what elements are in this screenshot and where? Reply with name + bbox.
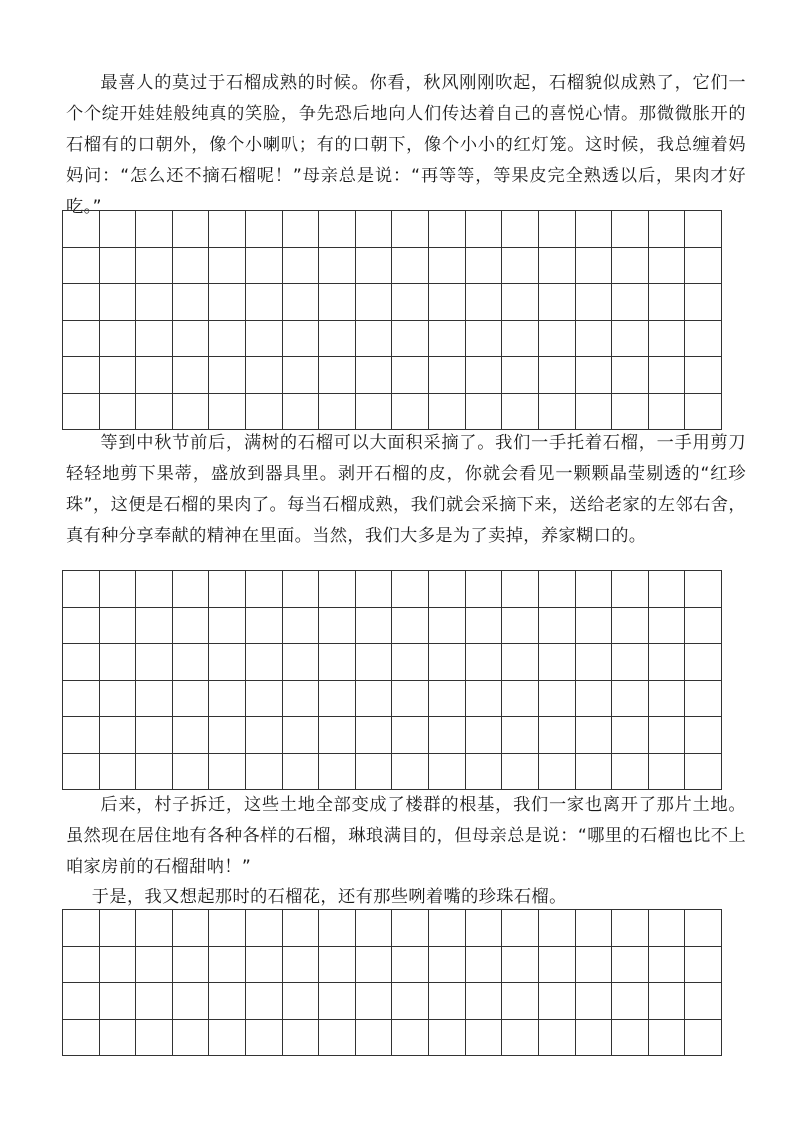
grid-cell[interactable]: [502, 681, 539, 718]
writing-grid-2[interactable]: [62, 570, 722, 790]
grid-cell[interactable]: [685, 754, 722, 791]
grid-cell[interactable]: [356, 681, 393, 718]
writing-grid-1[interactable]: [62, 210, 722, 430]
grid-cell[interactable]: [136, 983, 173, 1020]
grid-cell[interactable]: [63, 571, 100, 608]
grid-cell[interactable]: [392, 571, 429, 608]
grid-cell[interactable]: [685, 681, 722, 718]
grid-cell[interactable]: [319, 717, 356, 754]
grid-cell[interactable]: [63, 248, 100, 285]
grid-cell[interactable]: [283, 248, 320, 285]
grid-cell[interactable]: [539, 284, 576, 321]
grid-cell[interactable]: [612, 394, 649, 431]
grid-cell[interactable]: [429, 644, 466, 681]
grid-cell[interactable]: [539, 681, 576, 718]
grid-cell[interactable]: [356, 717, 393, 754]
grid-cell[interactable]: [246, 321, 283, 358]
grid-cell[interactable]: [612, 910, 649, 947]
grid-cell[interactable]: [209, 681, 246, 718]
paragraph-2: 等到中秋节前后，满树的石榴可以大面积采摘了。我们一手托着石榴，一手用剪刀轻轻地剪下果蒂，盛放到器具里。剥开石榴的皮，你就会看见一颗颗晶莹剔透的“红珍珠”，这便是石榴的果肉了。每当石榴成熟，我们就会采摘下来，送给老家的左邻右舍，真有种分享奉献的精神在里面。当然，我们大多是为了卖掉，养家糊口的。: [66, 433, 746, 546]
grid-cell[interactable]: [136, 681, 173, 718]
grid-cell[interactable]: [576, 754, 613, 791]
grid-cell[interactable]: [576, 910, 613, 947]
grid-cell[interactable]: [63, 211, 100, 248]
grid-cell[interactable]: [173, 357, 210, 394]
grid-cell[interactable]: [319, 947, 356, 984]
grid-cell[interactable]: [136, 571, 173, 608]
grid-cell[interactable]: [576, 983, 613, 1020]
grid-cell[interactable]: [136, 947, 173, 984]
grid-cell[interactable]: [246, 947, 283, 984]
grid-cell[interactable]: [246, 754, 283, 791]
grid-cell[interactable]: [173, 1020, 210, 1057]
grid-cell[interactable]: [392, 754, 429, 791]
grid-cell[interactable]: [100, 947, 137, 984]
grid-cell[interactable]: [612, 608, 649, 645]
grid-cell[interactable]: [466, 983, 503, 1020]
grid-cell[interactable]: [173, 284, 210, 321]
grid-cell[interactable]: [502, 248, 539, 285]
grid-cell[interactable]: [246, 717, 283, 754]
grid-cell[interactable]: [392, 644, 429, 681]
grid-cell[interactable]: [612, 248, 649, 285]
grid-cell[interactable]: [356, 1020, 393, 1057]
grid-cell[interactable]: [502, 754, 539, 791]
grid-cell[interactable]: [685, 947, 722, 984]
grid-cell[interactable]: [283, 321, 320, 358]
grid-cell[interactable]: [685, 211, 722, 248]
grid-cell[interactable]: [356, 754, 393, 791]
grid-cell[interactable]: [100, 211, 137, 248]
grid-cell[interactable]: [100, 644, 137, 681]
grid-cell[interactable]: [209, 357, 246, 394]
grid-cell[interactable]: [356, 947, 393, 984]
grid-cell[interactable]: [246, 644, 283, 681]
grid-cell[interactable]: [100, 394, 137, 431]
grid-cell[interactable]: [209, 947, 246, 984]
grid-cell[interactable]: [283, 571, 320, 608]
grid-cell[interactable]: [466, 284, 503, 321]
grid-cell[interactable]: [209, 248, 246, 285]
grid-cell[interactable]: [429, 910, 466, 947]
grid-cell[interactable]: [649, 947, 686, 984]
grid-cell[interactable]: [576, 321, 613, 358]
grid-cell[interactable]: [63, 717, 100, 754]
grid-cell[interactable]: [649, 754, 686, 791]
grid-cell[interactable]: [356, 983, 393, 1020]
grid-cell[interactable]: [173, 644, 210, 681]
grid-cell[interactable]: [429, 211, 466, 248]
grid-cell[interactable]: [319, 394, 356, 431]
grid-cell[interactable]: [649, 1020, 686, 1057]
grid-cell[interactable]: [100, 284, 137, 321]
grid-cell[interactable]: [612, 644, 649, 681]
grid-cell[interactable]: [576, 608, 613, 645]
grid-cell[interactable]: [209, 983, 246, 1020]
grid-cell[interactable]: [466, 608, 503, 645]
grid-cell[interactable]: [209, 910, 246, 947]
grid-cell[interactable]: [392, 321, 429, 358]
grid-cell[interactable]: [685, 321, 722, 358]
grid-cell[interactable]: [63, 357, 100, 394]
grid-cell[interactable]: [100, 910, 137, 947]
grid-cell[interactable]: [466, 571, 503, 608]
grid-cell[interactable]: [392, 608, 429, 645]
grid-cell[interactable]: [429, 1020, 466, 1057]
grid-cell[interactable]: [466, 681, 503, 718]
grid-cell[interactable]: [246, 357, 283, 394]
grid-cell[interactable]: [283, 983, 320, 1020]
grid-cell[interactable]: [466, 357, 503, 394]
grid-cell[interactable]: [502, 394, 539, 431]
grid-cell[interactable]: [612, 211, 649, 248]
grid-cell[interactable]: [173, 983, 210, 1020]
grid-cell[interactable]: [173, 571, 210, 608]
grid-cell[interactable]: [539, 947, 576, 984]
grid-cell[interactable]: [429, 717, 466, 754]
grid-cell[interactable]: [63, 1020, 100, 1057]
grid-cell[interactable]: [100, 681, 137, 718]
grid-cell[interactable]: [576, 717, 613, 754]
grid-cell[interactable]: [246, 571, 283, 608]
grid-cell[interactable]: [649, 394, 686, 431]
grid-cell[interactable]: [429, 608, 466, 645]
grid-cell[interactable]: [685, 1020, 722, 1057]
grid-cell[interactable]: [392, 248, 429, 285]
grid-cell[interactable]: [539, 211, 576, 248]
grid-cell[interactable]: [429, 394, 466, 431]
grid-cell[interactable]: [649, 644, 686, 681]
grid-cell[interactable]: [539, 644, 576, 681]
grid-cell[interactable]: [136, 321, 173, 358]
grid-cell[interactable]: [576, 284, 613, 321]
grid-cell[interactable]: [209, 394, 246, 431]
grid-cell[interactable]: [356, 211, 393, 248]
grid-cell[interactable]: [356, 248, 393, 285]
grid-cell[interactable]: [136, 717, 173, 754]
grid-cell[interactable]: [356, 608, 393, 645]
grid-cell[interactable]: [576, 644, 613, 681]
grid-cell[interactable]: [612, 321, 649, 358]
grid-cell[interactable]: [685, 717, 722, 754]
grid-cell[interactable]: [429, 947, 466, 984]
grid-cell[interactable]: [502, 947, 539, 984]
grid-cell[interactable]: [100, 1020, 137, 1057]
grid-cell[interactable]: [502, 1020, 539, 1057]
grid-cell[interactable]: [356, 394, 393, 431]
grid-cell[interactable]: [173, 910, 210, 947]
grid-cell[interactable]: [63, 644, 100, 681]
grid-cell[interactable]: [539, 394, 576, 431]
grid-cell[interactable]: [283, 211, 320, 248]
grid-cell[interactable]: [576, 1020, 613, 1057]
grid-cell[interactable]: [209, 284, 246, 321]
grid-cell[interactable]: [502, 211, 539, 248]
grid-cell[interactable]: [319, 910, 356, 947]
grid-cell[interactable]: [63, 284, 100, 321]
grid-cell[interactable]: [209, 608, 246, 645]
grid-cell[interactable]: [392, 394, 429, 431]
grid-cell[interactable]: [136, 910, 173, 947]
grid-cell[interactable]: [136, 644, 173, 681]
grid-cell[interactable]: [392, 910, 429, 947]
grid-cell[interactable]: [612, 983, 649, 1020]
grid-cell[interactable]: [63, 608, 100, 645]
grid-cell[interactable]: [649, 717, 686, 754]
grid-cell[interactable]: [136, 357, 173, 394]
grid-cell[interactable]: [502, 983, 539, 1020]
grid-cell[interactable]: [63, 910, 100, 947]
grid-cell[interactable]: [283, 608, 320, 645]
writing-grid-3[interactable]: [62, 909, 722, 1056]
grid-cell[interactable]: [429, 983, 466, 1020]
grid-cell[interactable]: [319, 321, 356, 358]
grid-cell[interactable]: [319, 608, 356, 645]
grid-cell[interactable]: [685, 983, 722, 1020]
grid-cell[interactable]: [429, 248, 466, 285]
grid-cell[interactable]: [319, 248, 356, 285]
grid-cell[interactable]: [539, 1020, 576, 1057]
grid-cell[interactable]: [539, 571, 576, 608]
grid-cell[interactable]: [283, 910, 320, 947]
grid-cell[interactable]: [209, 754, 246, 791]
grid-cell[interactable]: [612, 571, 649, 608]
grid-cell[interactable]: [466, 754, 503, 791]
grid-cell[interactable]: [100, 754, 137, 791]
grid-cell[interactable]: [209, 717, 246, 754]
grid-cell[interactable]: [319, 284, 356, 321]
grid-cell[interactable]: [392, 211, 429, 248]
grid-cell[interactable]: [136, 248, 173, 285]
grid-cell[interactable]: [173, 681, 210, 718]
grid-cell[interactable]: [685, 644, 722, 681]
grid-cell[interactable]: [100, 248, 137, 285]
grid-cell[interactable]: [612, 357, 649, 394]
grid-cell[interactable]: [649, 284, 686, 321]
grid-cell[interactable]: [539, 983, 576, 1020]
grid-cell[interactable]: [612, 1020, 649, 1057]
grid-cell[interactable]: [283, 357, 320, 394]
grid-cell[interactable]: [319, 754, 356, 791]
grid-cell[interactable]: [173, 394, 210, 431]
grid-cell[interactable]: [649, 608, 686, 645]
grid-cell[interactable]: [649, 357, 686, 394]
grid-cell[interactable]: [685, 910, 722, 947]
grid-cell[interactable]: [466, 644, 503, 681]
grid-cell[interactable]: [576, 571, 613, 608]
paragraph-1: 最喜人的莫过于石榴成熟的时候。你看，秋风刚刚吹起，石榴貌似成熟了，它们一个个绽开娃娃般纯真的笑脸，争先恐后地向人们传达着自己的喜悦心情。那微微胀开的石榴有的口朝外，像个小喇叭；有的口朝下，像个小小的红灯笼。这时候，我总缠着妈妈问：“怎么还不摘石榴呢！”母亲总是说：“再等等，等果皮完全熟透以后，果肉才好吃。”: [66, 73, 746, 217]
grid-cell[interactable]: [612, 754, 649, 791]
grid-cell[interactable]: [392, 947, 429, 984]
grid-cell[interactable]: [356, 321, 393, 358]
grid-cell[interactable]: [466, 910, 503, 947]
grid-cell[interactable]: [246, 608, 283, 645]
grid-cell[interactable]: [502, 717, 539, 754]
grid-cell[interactable]: [319, 211, 356, 248]
grid-cell[interactable]: [649, 211, 686, 248]
grid-cell[interactable]: [649, 983, 686, 1020]
grid-cell[interactable]: [612, 681, 649, 718]
grid-cell[interactable]: [466, 321, 503, 358]
grid-cell[interactable]: [283, 717, 320, 754]
grid-cell[interactable]: [356, 644, 393, 681]
grid-cell[interactable]: [429, 357, 466, 394]
grid-cell[interactable]: [392, 357, 429, 394]
grid-cell[interactable]: [63, 983, 100, 1020]
grid-cell[interactable]: [685, 284, 722, 321]
grid-cell[interactable]: [246, 284, 283, 321]
grid-cell[interactable]: [319, 357, 356, 394]
grid-cell[interactable]: [649, 571, 686, 608]
grid-cell[interactable]: [649, 248, 686, 285]
grid-cell[interactable]: [429, 681, 466, 718]
grid-cell[interactable]: [685, 608, 722, 645]
grid-cell[interactable]: [136, 211, 173, 248]
grid-cell[interactable]: [466, 947, 503, 984]
grid-cell[interactable]: [466, 394, 503, 431]
grid-cell[interactable]: [246, 681, 283, 718]
grid-cell[interactable]: [539, 357, 576, 394]
grid-cell[interactable]: [392, 284, 429, 321]
grid-cell[interactable]: [209, 211, 246, 248]
grid-cell[interactable]: [356, 284, 393, 321]
grid-cell[interactable]: [502, 608, 539, 645]
grid-cell[interactable]: [429, 321, 466, 358]
grid-cell[interactable]: [319, 571, 356, 608]
grid-cell[interactable]: [136, 284, 173, 321]
grid-cell[interactable]: [283, 947, 320, 984]
grid-cell[interactable]: [63, 321, 100, 358]
grid-cell[interactable]: [466, 211, 503, 248]
grid-cell[interactable]: [136, 608, 173, 645]
grid-cell[interactable]: [392, 983, 429, 1020]
grid-cell[interactable]: [246, 394, 283, 431]
grid-cell[interactable]: [173, 717, 210, 754]
grid-cell[interactable]: [173, 211, 210, 248]
grid-cell[interactable]: [246, 910, 283, 947]
grid-cell[interactable]: [685, 394, 722, 431]
grid-cell[interactable]: [502, 321, 539, 358]
grid-cell[interactable]: [429, 284, 466, 321]
grid-cell[interactable]: [100, 608, 137, 645]
grid-cell[interactable]: [612, 284, 649, 321]
grid-cell[interactable]: [502, 357, 539, 394]
grid-cell[interactable]: [685, 357, 722, 394]
grid-cell[interactable]: [100, 571, 137, 608]
grid-cell[interactable]: [136, 394, 173, 431]
grid-cell[interactable]: [100, 983, 137, 1020]
grid-cell[interactable]: [63, 754, 100, 791]
grid-cell[interactable]: [576, 947, 613, 984]
grid-cell[interactable]: [539, 248, 576, 285]
grid-cell[interactable]: [246, 248, 283, 285]
grid-cell[interactable]: [502, 284, 539, 321]
grid-cell[interactable]: [392, 681, 429, 718]
grid-cell[interactable]: [173, 947, 210, 984]
grid-cell[interactable]: [576, 211, 613, 248]
grid-cell[interactable]: [319, 983, 356, 1020]
grid-cell[interactable]: [283, 754, 320, 791]
grid-cell[interactable]: [283, 284, 320, 321]
grid-cell[interactable]: [466, 248, 503, 285]
grid-cell[interactable]: [539, 910, 576, 947]
grid-cell[interactable]: [466, 1020, 503, 1057]
grid-cell[interactable]: [173, 608, 210, 645]
grid-cell[interactable]: [246, 983, 283, 1020]
grid-cell[interactable]: [173, 321, 210, 358]
grid-cell[interactable]: [246, 211, 283, 248]
grid-cell[interactable]: [209, 571, 246, 608]
grid-cell[interactable]: [136, 754, 173, 791]
grid-cell[interactable]: [576, 248, 613, 285]
grid-cell[interactable]: [539, 717, 576, 754]
grid-cell[interactable]: [100, 357, 137, 394]
grid-cell[interactable]: [173, 754, 210, 791]
grid-cell[interactable]: [392, 717, 429, 754]
grid-cell[interactable]: [173, 248, 210, 285]
grid-cell[interactable]: [429, 754, 466, 791]
grid-cell[interactable]: [685, 248, 722, 285]
grid-cell[interactable]: [539, 754, 576, 791]
grid-cell[interactable]: [649, 321, 686, 358]
grid-cell[interactable]: [136, 1020, 173, 1057]
grid-cell[interactable]: [100, 717, 137, 754]
grid-cell[interactable]: [319, 1020, 356, 1057]
grid-cell[interactable]: [246, 1020, 283, 1057]
grid-cell[interactable]: [319, 681, 356, 718]
paragraph-4: 于是，我又想起那时的石榴花，还有那些咧着嘴的珍珠石榴。: [91, 887, 567, 907]
grid-cell[interactable]: [576, 681, 613, 718]
grid-cell[interactable]: [466, 717, 503, 754]
grid-cell[interactable]: [209, 321, 246, 358]
grid-cell[interactable]: [502, 571, 539, 608]
grid-cell[interactable]: [356, 357, 393, 394]
grid-cell[interactable]: [63, 947, 100, 984]
grid-cell[interactable]: [283, 681, 320, 718]
grid-cell[interactable]: [502, 644, 539, 681]
grid-cell[interactable]: [429, 571, 466, 608]
grid-cell[interactable]: [539, 321, 576, 358]
grid-cell[interactable]: [392, 1020, 429, 1057]
grid-cell[interactable]: [100, 321, 137, 358]
grid-cell[interactable]: [209, 644, 246, 681]
grid-cell[interactable]: [209, 1020, 246, 1057]
grid-cell[interactable]: [685, 571, 722, 608]
grid-cell[interactable]: [502, 910, 539, 947]
grid-cell[interactable]: [576, 357, 613, 394]
grid-cell[interactable]: [649, 681, 686, 718]
grid-cell[interactable]: [539, 608, 576, 645]
grid-cell[interactable]: [283, 394, 320, 431]
grid-cell[interactable]: [612, 717, 649, 754]
grid-cell[interactable]: [283, 644, 320, 681]
paragraph-3: 后来，村子拆迁，这些土地全部变成了楼群的根基，我们一家也离开了那片土地。虽然现在居住地有各种各样的石榴，琳琅满目的，但母亲总是说：“哪里的石榴也比不上咱家房前的石榴甜呐！”: [66, 795, 746, 877]
grid-cell[interactable]: [612, 947, 649, 984]
grid-cell[interactable]: [576, 394, 613, 431]
grid-cell[interactable]: [356, 571, 393, 608]
grid-cell[interactable]: [649, 910, 686, 947]
grid-cell[interactable]: [283, 1020, 320, 1057]
grid-cell[interactable]: [319, 644, 356, 681]
grid-cell[interactable]: [63, 394, 100, 431]
grid-cell[interactable]: [63, 681, 100, 718]
grid-cell[interactable]: [356, 910, 393, 947]
